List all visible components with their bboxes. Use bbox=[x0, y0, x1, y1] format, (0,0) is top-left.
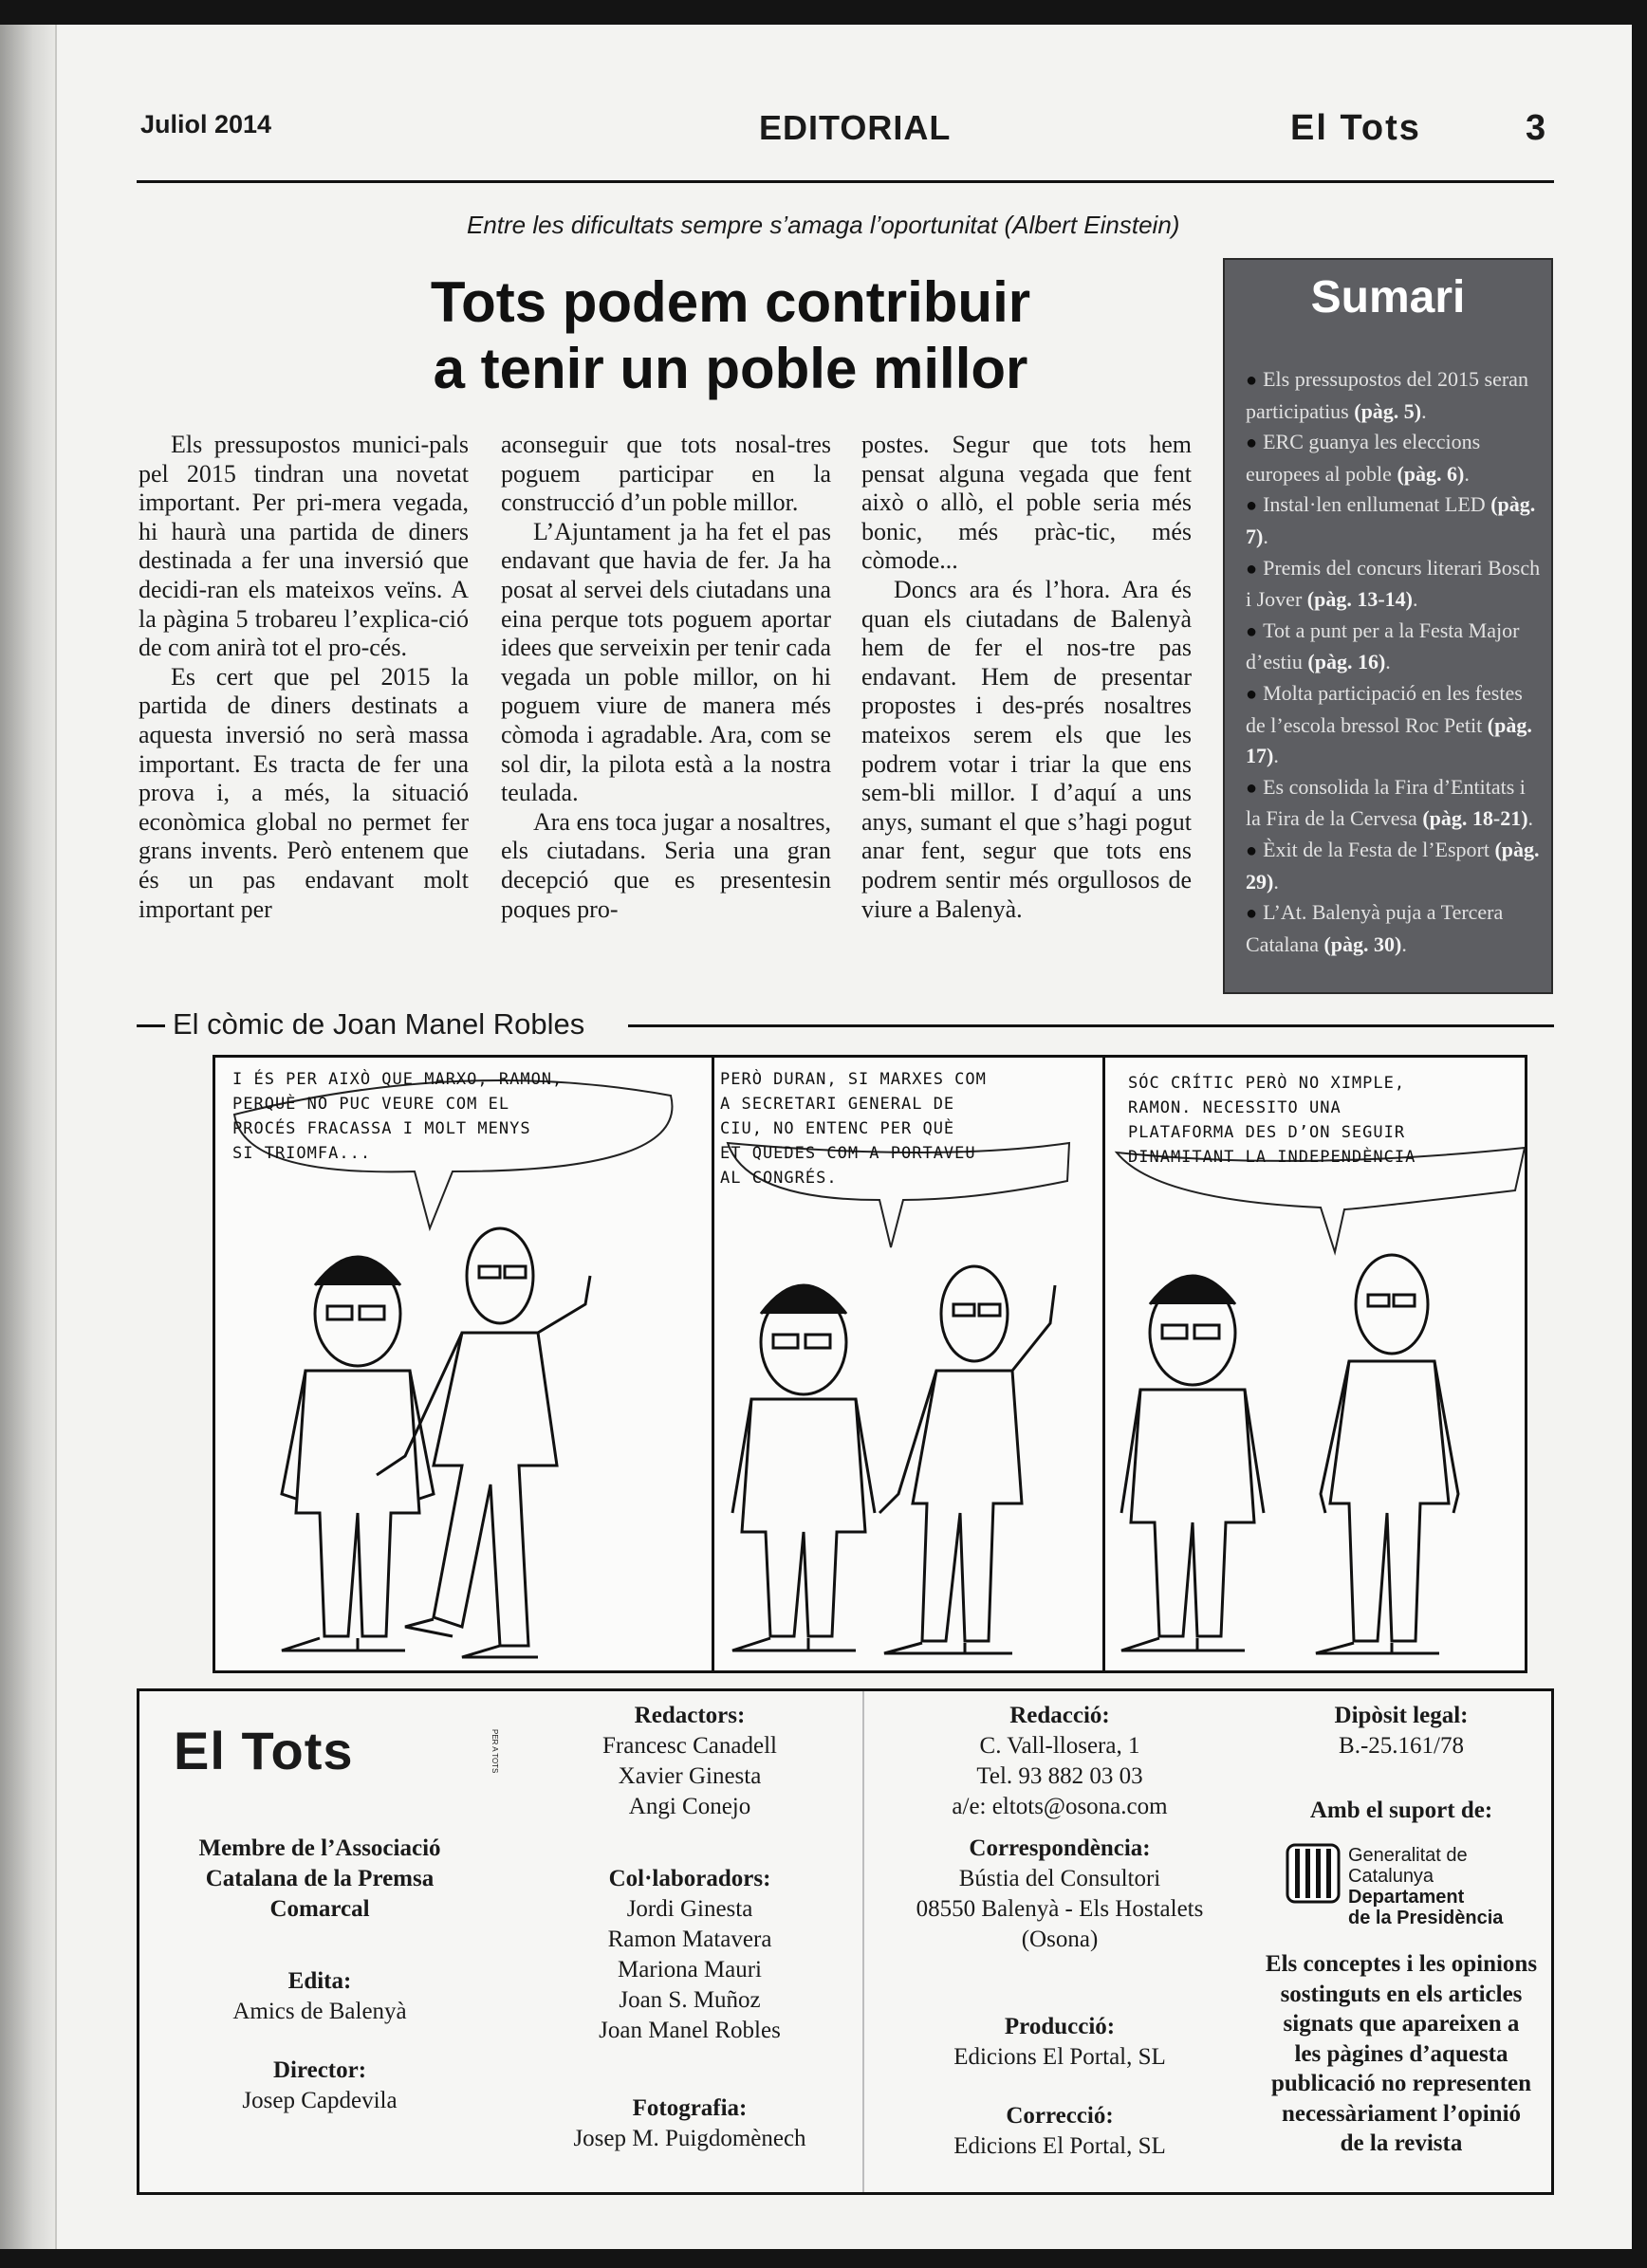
figure-man-glasses bbox=[732, 1285, 875, 1650]
headline-line-1: Tots podem contribuir bbox=[430, 270, 1031, 334]
bullet-icon: ● bbox=[1246, 839, 1258, 861]
label: Amb el suport de: bbox=[1309, 1798, 1493, 1823]
speech-line: I ÉS PER AIXÒ QUE MARXO, RAMON, bbox=[232, 1070, 564, 1089]
support-label bbox=[1259, 1796, 1544, 1826]
magazine-page bbox=[55, 25, 1632, 2249]
sumari-item-text: ERC guanya les eleccions europees al poble bbox=[1246, 430, 1481, 486]
sumari-item-page: (pàg. 13-14) bbox=[1306, 587, 1413, 612]
value: Josep Capdevila bbox=[242, 2088, 398, 2113]
value: Xavier Ginesta bbox=[618, 1763, 762, 1789]
value: Bústia del Consultori bbox=[958, 1866, 1161, 1891]
speech-line: A SECRETARI GENERAL DE bbox=[720, 1095, 955, 1114]
comic-figures bbox=[215, 1058, 1525, 1674]
sumari-item[interactable] bbox=[1246, 897, 1542, 960]
photography-block bbox=[538, 2093, 842, 2154]
sumari-item[interactable] bbox=[1246, 553, 1542, 616]
value: C. Vall-llosera, 1 bbox=[979, 1733, 1140, 1759]
value: 08550 Balenyà - Els Hostalets bbox=[916, 1896, 1204, 1922]
sumari-item-page: (pàg. 18-21) bbox=[1422, 806, 1528, 831]
value: Josep M. Puigdomènech bbox=[573, 2126, 806, 2151]
speech-line: SÓC CRÍTIC PERÒ NO XIMPLE, bbox=[1128, 1074, 1406, 1093]
bullet-icon: ● bbox=[1246, 683, 1258, 705]
value: (Osona) bbox=[1021, 1927, 1099, 1952]
headline bbox=[342, 269, 1120, 402]
figure-man-glasses bbox=[282, 1257, 434, 1650]
text-line: necessàriament l’opinió bbox=[1281, 2100, 1522, 2127]
redactors-block bbox=[538, 1701, 842, 1822]
figure-bald-man bbox=[879, 1266, 1055, 1653]
epigraph-quote: Entre les dificultats sempre s’amaga l’oportunitat (Albert Einstein) bbox=[467, 211, 1180, 239]
publisher-block bbox=[158, 1966, 481, 2027]
page-number: 3 bbox=[1526, 108, 1546, 148]
comic-label: El còmic de Joan Manel Robles bbox=[173, 1007, 585, 1041]
paragraph: postes. Segur que tots hem pensat alguna vegada que fent això o allò, el poble seria més bonic, més pràc-tic, més còmode... bbox=[861, 431, 1192, 575]
correspondence-block bbox=[879, 1834, 1240, 1955]
figure-bald-man bbox=[377, 1228, 590, 1657]
text-line: Els conceptes i les opinions bbox=[1265, 1951, 1538, 1977]
sumari-item[interactable] bbox=[1246, 616, 1542, 678]
disclaimer bbox=[1249, 1949, 1553, 2159]
paragraph: Es cert que pel 2015 la partida de diners destinats a aquesta inversió no serà massa important. Es tracta de fer una prova i, a més, la situació econòmica global no permet fer grans invents. Però entenem que és un pas endavant molt important per bbox=[139, 662, 469, 923]
speech-line: PROCÉS FRACASSA I MOLT MENYS bbox=[232, 1119, 531, 1138]
sumari-item-end: . bbox=[1273, 869, 1279, 894]
colophon-divider bbox=[862, 1691, 864, 2192]
sumari-item-end: . bbox=[1273, 744, 1279, 768]
collaborators-block bbox=[538, 1864, 842, 2046]
label: Edita: bbox=[287, 1968, 352, 1994]
sumari-item-page: (pàg. 29) bbox=[1246, 837, 1540, 894]
sumari-item-page: (pàg. 16) bbox=[1307, 650, 1386, 674]
value: B.-25.161/78 bbox=[1339, 1733, 1464, 1759]
header-brand: El Tots bbox=[1290, 108, 1421, 148]
sumari-item[interactable] bbox=[1246, 678, 1542, 772]
text-line: les pàgines d’aquesta bbox=[1294, 2040, 1508, 2067]
value: Amics de Balenyà bbox=[232, 1999, 407, 2024]
sumari-item-page: (pàg. 6) bbox=[1397, 461, 1465, 486]
sumari-item[interactable] bbox=[1246, 489, 1542, 552]
sumari-box bbox=[1223, 258, 1553, 994]
bullet-icon: ● bbox=[1246, 777, 1258, 799]
sumari-item-text: Èxit de la Festa de l’Esport bbox=[1263, 837, 1495, 861]
article-column-1 bbox=[139, 431, 469, 924]
masthead-logo: El Tots bbox=[174, 1721, 354, 1780]
paragraph: Doncs ara és l’hora. Ara és quan els ciutadans de Balenyà hem de fer el nos-tre pas endavant. Hem de presentar propostes i des-prés nosaltres mateixos serem els que les podrem votar i triar la que ens sem-bli millor. I d’aquí a uns anys, sumant el que s’hagi pogut anar fent, segur que tots ens podrem sentir més orgullosos de viure a Balenyà. bbox=[861, 575, 1192, 923]
bullet-icon: ● bbox=[1246, 370, 1258, 391]
text-line: sostinguts en els articles bbox=[1280, 1981, 1523, 2007]
text-line: Membre de l’Associació bbox=[198, 1835, 441, 1861]
speech-line: PERQUÈ NO PUC VEURE COM EL bbox=[232, 1095, 510, 1114]
label: Redacció: bbox=[1009, 1703, 1110, 1728]
article-column-2 bbox=[501, 431, 831, 924]
value: Angi Conejo bbox=[628, 1794, 751, 1819]
paragraph: Ara ens toca jugar a nosaltres, els ciutadans. Seria una gran decepció que es presentesin poques pro- bbox=[501, 807, 831, 923]
speech-line: RAMON. NECESSITO UNA bbox=[1128, 1098, 1342, 1117]
membership-note bbox=[158, 1834, 481, 1925]
sumari-item-end: . bbox=[1412, 587, 1418, 612]
bullet-icon: ● bbox=[1246, 903, 1258, 925]
generalitat-text bbox=[1348, 1845, 1551, 1928]
label: Col·laboradors: bbox=[608, 1866, 771, 1891]
paragraph: L’Ajuntament ja ha fet el pas endavant que havia de fer. Ja ha posat al servei dels ciutadans una eina perque tots poguem aportar idees que serveixin per tenir cada vegada un poble millor, on hi poguem viure de manera més còmoda i agradable. Ara, com se sol dir, la pilota està a la nostra teulada. bbox=[501, 517, 831, 807]
speech-line: AL CONGRÉS. bbox=[720, 1169, 838, 1188]
generalitat-logo-icon bbox=[1286, 1843, 1341, 1904]
sumari-title: Sumari bbox=[1310, 272, 1466, 323]
value: Jordi Ginesta bbox=[626, 1896, 753, 1922]
sumari-item-end: . bbox=[1527, 806, 1534, 831]
bullet-icon: ● bbox=[1246, 620, 1258, 642]
sumari-item-page: (pàg. 7) bbox=[1246, 492, 1536, 548]
page-fold bbox=[0, 25, 55, 2249]
paragraph: Els pressupostos munici-pals pel 2015 tindran una novetat important. Per pri-mera vegada, hi haurà una partida de diners destinada a fer una inversió que decidi-ran els mateixos veïns. A la pàgina 5 trobareu l’explica-ció de com anirà tot el pro-cés. bbox=[139, 431, 469, 662]
sumari-item-end: . bbox=[1263, 524, 1268, 548]
director-block bbox=[158, 2056, 481, 2116]
headline-line-2: a tenir un poble millor bbox=[433, 337, 1028, 400]
proofreading-block bbox=[879, 2101, 1240, 2162]
label: Director: bbox=[272, 2057, 367, 2083]
production-block bbox=[879, 2012, 1240, 2073]
text-line: Generalitat de Catalunya bbox=[1348, 1845, 1468, 1887]
value: Edicions El Portal, SL bbox=[953, 2133, 1166, 2159]
value: Edicions El Portal, SL bbox=[953, 2044, 1166, 2070]
sumari-item-text: Instal·len enllumenat LED bbox=[1263, 492, 1491, 517]
issue-date: Juliol 2014 bbox=[140, 110, 272, 138]
comic-rule-left bbox=[137, 1024, 165, 1027]
sumari-item-page: (pàg. 17) bbox=[1246, 712, 1532, 768]
sumari-item-text: Tot a punt per a la Festa Major d’estiu bbox=[1246, 618, 1520, 674]
text-line: Comarcal bbox=[269, 1896, 370, 1922]
article-column-3 bbox=[861, 431, 1192, 924]
sumari-item-end: . bbox=[1464, 461, 1470, 486]
speech-line: CIU, NO ENTENC PER QUÈ bbox=[720, 1119, 955, 1138]
label: Correspondència: bbox=[969, 1835, 1151, 1861]
label: Redactors: bbox=[634, 1703, 746, 1728]
sumari-item-text: Premis del concurs literari Bosch i Jover bbox=[1246, 555, 1541, 612]
sumari-item-end: . bbox=[1401, 931, 1407, 956]
text-line: de la revista bbox=[1340, 2130, 1463, 2156]
legal-deposit-block bbox=[1259, 1701, 1544, 1761]
comic-strip bbox=[213, 1055, 1527, 1673]
sumari-item-end: . bbox=[1421, 398, 1427, 423]
value: Joan Manel Robles bbox=[599, 2018, 781, 2043]
speech-line: SI TRIOMFA... bbox=[232, 1144, 372, 1163]
bullet-icon: ● bbox=[1246, 558, 1258, 580]
sumari-item-text: Molta participació en les festes de l’escola bressol Roc Petit bbox=[1246, 680, 1523, 737]
speech-line: PERÒ DURAN, SI MARXES COM bbox=[720, 1070, 987, 1089]
paragraph: aconseguir que tots nosal-tres poguem participar en la construcció d’un poble millor. bbox=[501, 431, 831, 517]
text-line: Catalana de la Premsa bbox=[205, 1866, 435, 1891]
speech-line: PLATAFORMA DES D’ON SEGUIR bbox=[1128, 1123, 1406, 1142]
sumari-item[interactable] bbox=[1246, 364, 1542, 427]
label: Fotografia: bbox=[632, 2095, 748, 2121]
sumari-item[interactable] bbox=[1246, 772, 1542, 835]
section-title: EDITORIAL bbox=[759, 108, 952, 147]
sumari-item-end: . bbox=[1385, 650, 1391, 674]
sumari-item[interactable] bbox=[1246, 835, 1542, 897]
value: Joan S. Muñoz bbox=[619, 1987, 761, 2013]
value[interactable]: a/e: eltots@osona.com bbox=[952, 1794, 1168, 1819]
text-line: signats que apareixen a bbox=[1283, 2011, 1520, 2037]
text-line: Departament bbox=[1348, 1887, 1465, 1908]
sumari-item-page: (pàg. 30) bbox=[1323, 931, 1402, 956]
header-rule bbox=[137, 180, 1554, 183]
speech-line: DINAMITANT LA INDEPENDÈNCIA bbox=[1128, 1148, 1416, 1167]
text-line: de la Presidència bbox=[1348, 1908, 1504, 1928]
sumari-list bbox=[1246, 364, 1542, 960]
sumari-item[interactable] bbox=[1246, 427, 1542, 489]
label: Correcció: bbox=[1006, 2103, 1114, 2129]
sumari-item-text: Els pressupostos del 2015 seran participatius bbox=[1246, 367, 1528, 423]
label: Producció: bbox=[1004, 2014, 1116, 2039]
bullet-icon: ● bbox=[1246, 495, 1258, 517]
newsroom-block bbox=[879, 1701, 1240, 1822]
value: Mariona Mauri bbox=[617, 1957, 763, 1982]
label: Dipòsit legal: bbox=[1334, 1703, 1469, 1728]
text-line: publicació no representen bbox=[1270, 2071, 1532, 2096]
logo-tagline: PER A TOTS bbox=[490, 1729, 499, 1774]
colophon bbox=[137, 1688, 1554, 2195]
figure-bald-man bbox=[1316, 1255, 1458, 1653]
value: Tel. 93 882 03 03 bbox=[976, 1763, 1143, 1789]
sumari-item-page: (pàg. 5) bbox=[1354, 398, 1422, 423]
value: Ramon Matavera bbox=[607, 1927, 772, 1952]
figure-man-glasses bbox=[1121, 1276, 1264, 1650]
comic-rule bbox=[628, 1024, 1554, 1027]
sumari-item-text: Es consolida la Fira d’Entitats i la Fira de la Cervesa bbox=[1246, 774, 1526, 831]
sumari-item-text: L’At. Balenyà puja a Tercera Catalana bbox=[1246, 900, 1504, 956]
speech-line: ET QUEDES COM A PORTAVEU bbox=[720, 1144, 976, 1163]
value: Francesc Canadell bbox=[602, 1733, 777, 1759]
bullet-icon: ● bbox=[1246, 433, 1258, 454]
